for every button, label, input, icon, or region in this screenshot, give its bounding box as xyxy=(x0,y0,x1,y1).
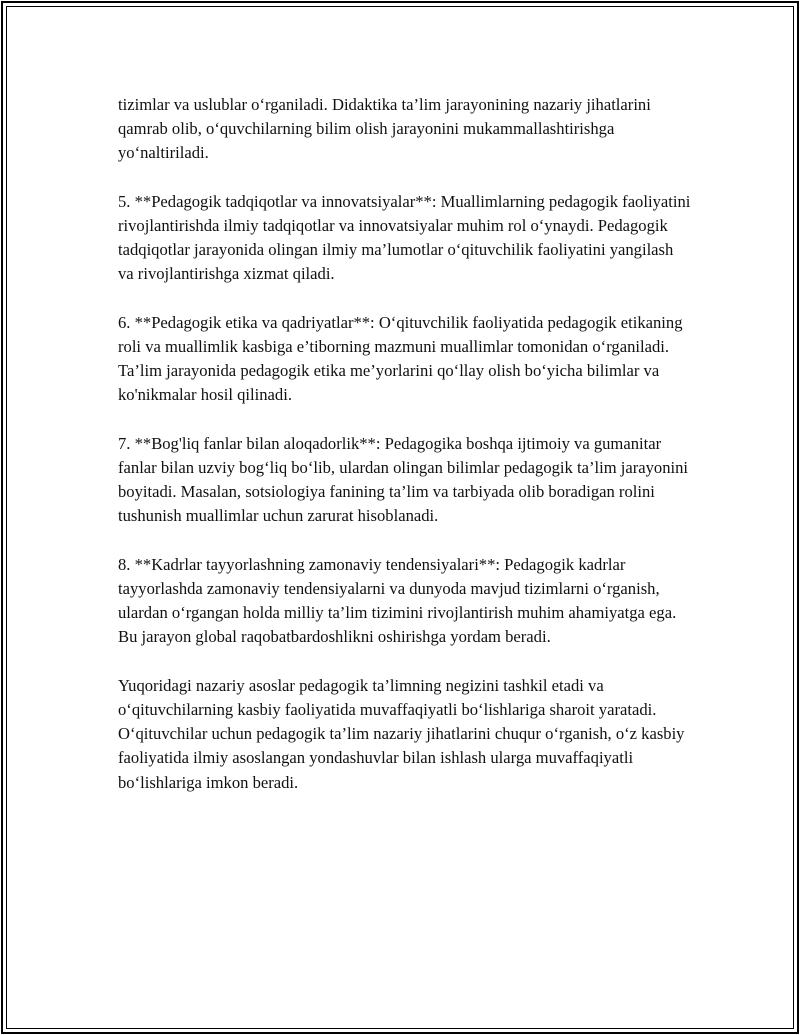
paragraph-item-6-etika: 6. **Pedagogik etika va qadriyatlar**: O‘qituvchilik faoliyatida pedagogik etikaning roli va muallimlik kasbiga e’tiborning mazmuni muallimlar tomonidan o‘rganiladi. Ta’lim jarayonida pedagogik etika me’yorlarini qo‘llay olish bo‘yicha bilimlar va ko'nikmalar hosil qilinadi. xyxy=(118,312,683,405)
paragraph-item-8-kadrlar: 8. **Kadrlar tayyorlashning zamonaviy tendensiyalari**: Pedagogik kadrlar tayyorlashda zamonaviy tendensiyalarni va dunyoda mavjud tizimlarni o‘rganish, ulardan o‘rgangan holda milliy ta’lim tizimini rivojlantirish muhim ahamiyatga ega. Bu jarayon global raqobatbardoshlikni oshirishga yordam beradi. xyxy=(118,554,677,647)
paragraph-item-5-tadqiqotlar: 5. **Pedagogik tadqiqotlar va innovatsiyalar**: Muallimlarning pedagogik faoliyatini rivojlantirishda ilmiy tadqiqotlar va innovatsiyalar muhim rol o‘ynaydi. Pedagogik tadqiqotlar jarayonida olingan ilmiy ma’lumotlar o‘qituvchilik faoliyatini yangilash va rivojlantirishga xizmat qiladi. xyxy=(118,191,691,284)
document-body xyxy=(118,93,693,819)
paragraph-didaktika-continuation: tizimlar va uslublar o‘rganiladi. Didaktika ta’lim jarayonining nazariy jihatlarini qamrab olib, o‘quvchilarning bilim olish jarayonini mukammallashtirishga yo‘naltiriladi. xyxy=(118,95,651,163)
paragraph-item-7-boglik-fanlar: 7. **Bog'liq fanlar bilan aloqadorlik**: Pedagogika boshqa ijtimoiy va gumanitar fanlar bilan uzviy bog‘liq bo‘lib, ulardan olingan bilimlar pedagogik ta’lim jarayonini boyitadi. Masalan, sotsiologiya fanining ta’lim va tarbiyada olib boradigan rolini tushunish muallimlar uchun zarurat hisoblanadi. xyxy=(118,433,689,526)
paragraph-conclusion: Yuqoridagi nazariy asoslar pedagogik ta’limning negizini tashkil etadi va o‘qituvchilarning kasbiy faoliyatida muvaffaqiyatli bo‘lishlariga sharoit yaratadi. O‘qituvchilar uchun pedagogik ta’lim nazariy jihatlarini chuqur o‘rganish, o‘z kasbiy faoliyatida ilmiy asoslangan yondashuvlar bilan ishlash ularga muvaffaqiyatli bo‘lishlariga imkon beradi. xyxy=(118,675,685,792)
